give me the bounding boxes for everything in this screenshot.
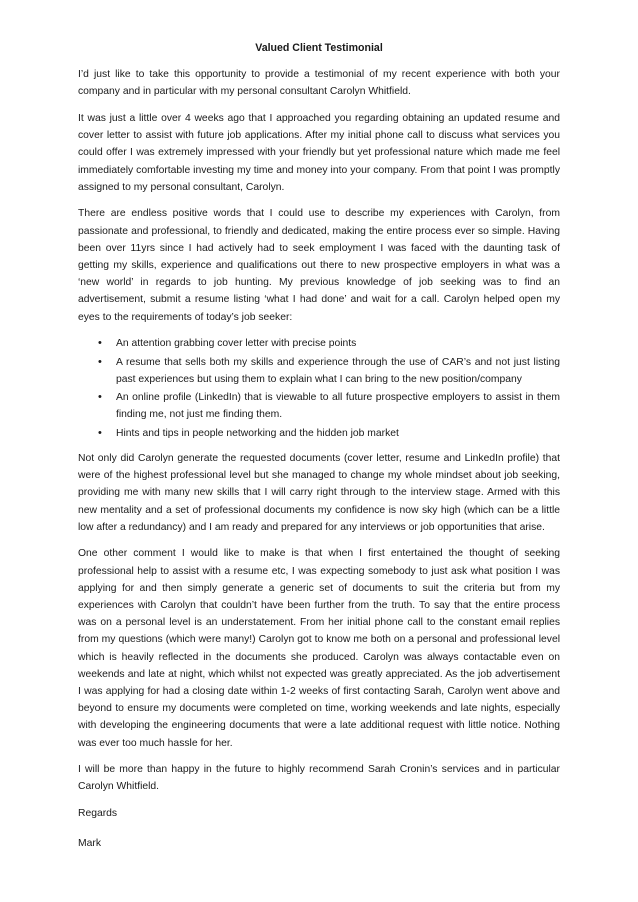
- bullet-icon: •: [98, 391, 102, 404]
- signature: Mark: [78, 838, 101, 850]
- list-item-text: A resume that sells both my skills and experience through the use of CAR’s and not just listing past experiences but using them to explain what I can bring to the new position/company: [116, 356, 560, 385]
- paragraph-comment: One other comment I would like to make is that when I first entertained the thought of seeking professional help to assist with a resume etc, I was expecting somebody to just ask what position I was applying for and then simply generate a generic set of documents to suit the criteria but from my experiences with Carolyn that couldn’t have been further from the truth. To say that the entire process was on a personal level is an understatement. From her initial phone call to the constant email replies from my questions (which were many!) Carolyn got to know me both on a personal and professional level which is heavily reflected in the documents she produced. Carolyn was always contactable even on weekends and late at night, which whilst not expected was greatly appreciated. As the job advertisement I was applying for had a closing date within 1-2 weeks of first contacting Sarah, Carolyn went above and beyond to ensure my documents were completed on time, working weekends and late nights, especially with developing the engineering documents that were a late additional request with little notice. Nothing was ever too much hassle for her.: [78, 548, 560, 749]
- bullet-icon: •: [98, 426, 102, 439]
- paragraph-recommendation: I will be more than happy in the future to highly recommend Sarah Cronin’s services and in particular Carolyn Whitfield.: [78, 764, 560, 793]
- list-item: [98, 425, 560, 442]
- list-item: [98, 389, 560, 423]
- bullet-icon: •: [98, 337, 102, 350]
- list-item-text: An attention grabbing cover letter with precise points: [116, 338, 357, 350]
- requirements-list: [78, 335, 560, 442]
- list-item: [98, 354, 560, 388]
- paragraph-documents: Not only did Carolyn generate the requested documents (cover letter, resume and LinkedIn profile) that were of the highest professional level but she managed to change my whole mindset about job seeking, providing me with many new skills that I will carry right through to the interview stage. Armed with this new mentality and a set of professional documents my confidence is now sky high (which can be a little low after a redundancy) and I am ready and prepared for any interviews or job opportunities that arise.: [78, 453, 560, 533]
- document-title: Valued Client Testimonial: [255, 42, 383, 54]
- list-item: [98, 335, 560, 352]
- closing-regards: Regards: [78, 808, 118, 820]
- bullet-icon: •: [98, 355, 102, 368]
- paragraph-experience: There are endless positive words that I could use to describe my experiences with Carolyn, from passionate and professional, to friendly and dedicated, making the entire process ever so simple. Having been over 11yrs since I had actively had to seek employment I was faced with the daunting task of getting my skills, experience and qualifications out there to new prospective employers in what was a ‘new world’ in regards to job hunting. My previous knowledge of job seeking was to find an advertisement, submit a resume listing ‘what I had done’ and wait for a call. Carolyn helped open my eyes to the requirements of today’s job seeker:: [78, 208, 560, 323]
- paragraph-intro: I’d just like to take this opportunity to provide a testimonial of my recent experience with both your company and in particular with my personal consultant Carolyn Whitfield.: [78, 69, 560, 98]
- paragraph-approach: It was just a little over 4 weeks ago that I approached you regarding obtaining an updated resume and cover letter to assist with future job applications. After my initial phone call to discuss what services you could offer I was extremely impressed with your friendly but yet professional nature which made me feel immediately comfortable investing my time and money into your company. From that point I was promptly assigned to my personal consultant, Carolyn.: [78, 113, 560, 193]
- list-item-text: Hints and tips in people networking and the hidden job market: [116, 427, 399, 439]
- list-item-text: An online profile (LinkedIn) that is viewable to all future prospective employers to assist in them finding me, not just me finding them.: [116, 392, 560, 421]
